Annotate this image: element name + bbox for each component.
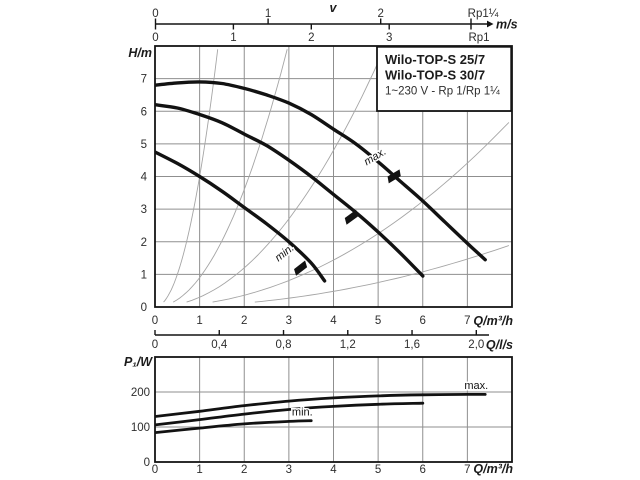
ls-tick-label: 0 [151,339,159,351]
power-x-tick-label: 3 [285,464,293,476]
hq-x-tick-label: 5 [374,315,382,327]
power-x-tick-label: 5 [374,464,382,476]
velocity-tick-label-upper: 2 [377,8,384,20]
velocity-axis [152,8,493,44]
hq-y-tick-label: 6 [140,106,147,119]
power-label-min: min. [291,406,313,419]
pump-model-1: Wilo-TOP-S 25/7 [385,52,486,67]
hq-y-tick-label: 5 [140,138,147,151]
pump-curve-min [155,152,325,281]
hq-y-tick-label: 2 [140,236,147,249]
pump-model-2: Wilo-TOP-S 30/7 [385,67,486,83]
hq-x-tick-label: 7 [464,315,471,327]
ls-tick-label: 2,0 [468,339,485,351]
power-x-axis-label: Q/m³/h [473,462,513,476]
velocity-axis-unit: m/s [496,17,518,32]
velocity-tick-label-lower: 0 [152,32,159,44]
power-x-tick-label: 4 [330,464,337,476]
system-curve [187,49,384,302]
velocity-axis-label: v [329,1,337,15]
hq-y-tick-label: 4 [140,171,147,184]
hq-x-tick-label: 0 [151,315,159,327]
hq-y-tick-label: 1 [140,269,147,282]
velocity-tick-label-upper: 0 [152,8,159,20]
ls-tick-label: 0,4 [211,339,228,351]
ls-tick-label: 1,2 [339,339,356,351]
power-curve-max [155,394,485,419]
pipe-size-label-rp1quarter: Rp1¼ [467,8,499,20]
power-y-axis-label: P₁/W [123,355,152,369]
flow-ls-axis [152,330,489,351]
velocity-tick-label-lower: 1 [230,32,237,44]
hq-x-tick-label: 1 [196,315,203,327]
pipe-size-label-rp1: Rp1 [468,32,490,44]
hq-y-tick-label: 7 [140,73,147,86]
velocity-tick-label-lower: 3 [385,32,393,44]
hq-y-tick-label: 0 [140,302,147,314]
hq-x-tick-label: 2 [241,315,248,327]
power-y-tick-label: 100 [130,422,150,434]
system-curve [164,49,218,302]
hq-x-tick-label: 6 [419,315,426,327]
hq-y-tick-label: 3 [140,204,147,217]
hq-y-axis-label: H/m [128,46,152,60]
system-curve [173,49,287,302]
velocity-tick-label-lower: 2 [308,32,315,44]
axis-arrow-icon [487,21,494,28]
curve-label-max: max. [361,145,389,169]
ls-tick-label: 0,8 [275,339,292,351]
hq-x-tick-label: 3 [285,315,293,327]
power-x-tick-label: 0 [151,464,159,476]
power-x-tick-label: 2 [241,464,248,476]
hq-x-tick-label: 4 [330,315,337,327]
ls-axis-label: Q/l/s [485,338,513,352]
power-x-tick-label: 6 [419,464,426,476]
title-box [377,47,511,111]
velocity-tick-label-upper: 1 [264,8,272,20]
pump-electrical-spec: 1~230 V - Rp 1/Rp 1¼ [385,85,500,98]
power-label-max: max. [464,380,489,393]
power-x-tick-label: 1 [196,464,203,476]
power-x-tick-label: 7 [464,464,471,476]
ls-tick-label: 1,6 [404,339,421,351]
hq-x-axis-label: Q/m³/h [473,314,513,328]
power-y-tick-label: 200 [130,387,150,399]
curve-label-min: min. [272,242,297,265]
power-y-tick-label: 0 [143,457,150,469]
